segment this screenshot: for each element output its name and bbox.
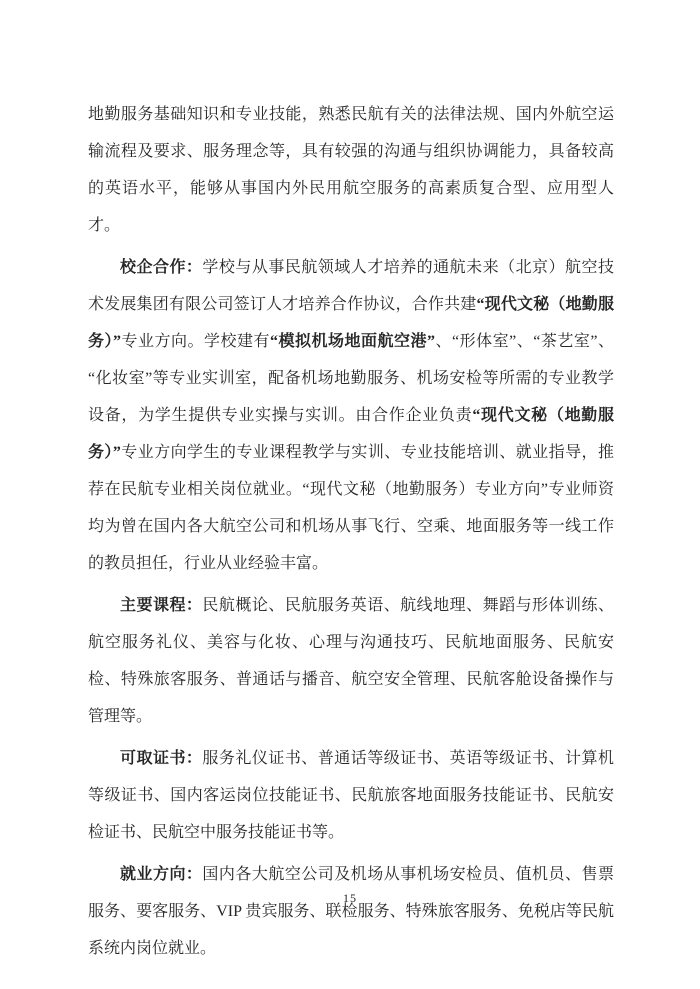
bold-text-run: “模拟机场地面航空港” xyxy=(270,333,436,350)
paragraph xyxy=(88,249,614,582)
bold-text-run: 就业方向： xyxy=(120,866,203,883)
text-run: 专业方向。学校建有 xyxy=(121,333,271,350)
bold-text-run: “现代文秘（地勤服务）” xyxy=(88,296,614,350)
text-run: 地勤服务基础知识和专业技能，熟悉民航有关的法律法规、国内外航空运输流程及要求、服务理念等，具有较强的沟通与组织协调能力，具备较高的英语水平，能够从事国内外民用航空服务的高素质复合型、应用型人才。 xyxy=(88,106,614,234)
text-run: 学校与从事民航领域人才培养的通航未来（北京）航空技术发展集团有限公司签订人才培养合作协议，合作共建 xyxy=(88,259,614,313)
text-content xyxy=(88,96,614,972)
text-run: 国内各大航空公司及机场从事机场安检员、值机员、售票服务、要客服务、VIP 贵宾服务、联检服务、特殊旅客服务、免税店等民航系统内岗位就业。 xyxy=(88,866,614,957)
text-run: 、“形体室”、“茶艺室”、“化妆室”等专业实训室，配备机场地勤服务、机场安检等所需的专业教学设备，为学生提供专业实操与实训。由合作企业负责 xyxy=(88,333,614,424)
text-run: 民航概论、民航服务英语、航线地理、舞蹈与形体训练、航空服务礼仪、美容与化妆、心理与沟通技巧、民航地面服务、民航安检、特殊旅客服务、普通话与播音、航空安全管理、民航客舱设备操作与管理等。 xyxy=(88,597,614,725)
bold-text-run: 主要课程： xyxy=(120,597,203,614)
page-number: 15 xyxy=(343,891,357,905)
paragraph xyxy=(88,856,614,967)
text-run: 专业方向学生的专业课程教学与实训、专业技能培训、就业指导，推荐在民航专业相关岗位就业。“现代文秘（地勤服务）专业方向”专业师资均为曾在国内各大航空公司和机场从事飞行、空乘、地面服务等一线工作的教员担任，行业从业经验丰富。 xyxy=(88,444,614,572)
bold-text-run: 校企合作： xyxy=(120,259,203,276)
paragraph xyxy=(88,587,614,735)
bold-text-run: “现代文秘（地勤服务）” xyxy=(88,407,614,461)
paragraph xyxy=(88,96,614,244)
bold-text-run: 可取证书： xyxy=(120,750,203,767)
paragraph xyxy=(88,740,614,851)
text-run: 服务礼仪证书、普通话等级证书、英语等级证书、计算机等级证书、国内客运岗位技能证书、民航旅客地面服务技能证书、民航安检证书、民航空中服务技能证书等。 xyxy=(88,750,614,841)
